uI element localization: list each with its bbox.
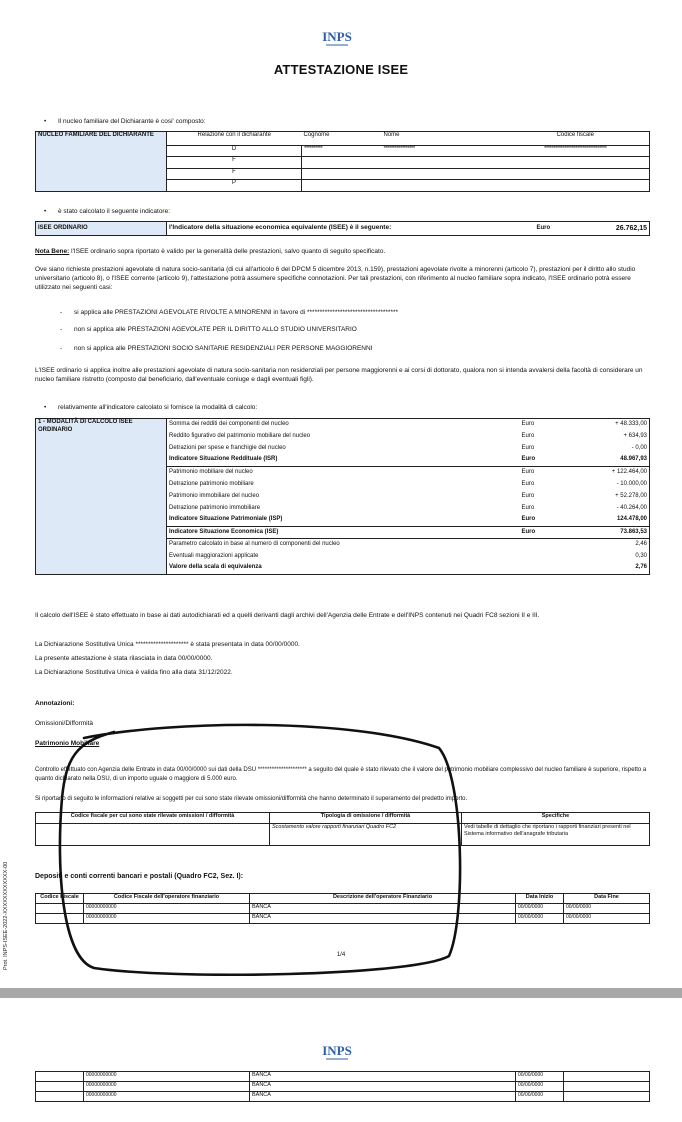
- logo-text: INPS: [322, 29, 352, 44]
- table-row: [36, 1082, 650, 1092]
- depositi-inizio: 00/00/0000: [516, 1072, 564, 1082]
- nota-bene: [35, 248, 650, 257]
- paragraph-ordinario: L'ISEE ordinario si applica inoltre alle prestazioni agevolate di natura socio-sanitaria non residenziali per persone maggiorenni e ai corsi di dottorato, qualora non si intenda avvalersi della facoltà di considerare un nucleo familiare ristretto (composto dal beneficiario, dall'eventuale coniuge e dagli eventuali figli).: [35, 367, 643, 383]
- indicatore-currency: Euro: [535, 222, 590, 236]
- nota-bene-label: Nota Bene:: [35, 248, 70, 255]
- calc-desc: Patrimonio immobiliare del nucleo: [167, 491, 520, 503]
- final-line-1: Il calcolo dell'ISEE è stato effettuato in base ai dati autodichiarati ed a quelli derivanti dagli archivi dell'Agenzia delle Entrate e dell'INPS contenuti nei Quadri FC8 sezioni II e III.: [35, 612, 540, 619]
- calc-currency: [520, 551, 580, 563]
- calcolo-intro: • relativamente all'indicatore calcolato si fornisce la modalità di calcolo:: [58, 404, 257, 412]
- depositi-desc: BANCA: [250, 904, 516, 914]
- final-line-3: La presente attestazione è stata rilasciata in data 00/00/0000.: [35, 655, 213, 662]
- calc-value: + 52.278,00: [580, 491, 650, 503]
- depositi-fine: 00/00/0000: [564, 914, 650, 924]
- depositi-fine: [564, 1072, 650, 1082]
- inps-logo-page2: [322, 1036, 352, 1062]
- indicatore-label: ISEE ORDINARIO: [36, 222, 167, 236]
- depositi-desc: BANCA: [250, 914, 516, 924]
- calc-currency: Euro: [520, 419, 580, 431]
- annotazioni-text1: Controllo effettuato con Agenzia delle Entrate in data 00/00/0000 sui dati della DSU ********************* a seguito del quale è stato rilevato che il valore del patrimonio mobiliare complessivo del nucleo familiare è superiore, rispetto a quanto dichiarato nella DSU, di un importo uguale o maggiore di 5.000 euro.: [35, 767, 647, 783]
- omissioni-header-cf: Codice fiscale per cui sono state rilevate omissioni / difformità: [36, 813, 270, 824]
- nucleo-rel: P: [167, 180, 302, 192]
- nucleo-header-nome: Nome: [382, 132, 502, 146]
- page-title: ATTESTAZIONE ISEE: [273, 62, 409, 77]
- final-line-2: La Dichiarazione Sostitutiva Unica ********************* è stata presentata in data 00/00/0000.: [35, 641, 300, 648]
- calc-desc: Indicatore Situazione Economica (ISE): [167, 527, 520, 539]
- calc-value: 0,30: [580, 551, 650, 563]
- calcolo-table: [35, 418, 650, 575]
- calc-currency: Euro: [520, 527, 580, 539]
- calc-value: + 48.333,00: [580, 419, 650, 431]
- omissioni-tipo: Scostamento valore rapporti finanziari Quadro FC2: [270, 824, 462, 846]
- inps-logo: [322, 22, 352, 48]
- depositi-desc: BANCA: [250, 1082, 516, 1092]
- depositi-header-desc: Descrizione dell'operatore Finanziario: [250, 894, 516, 904]
- calc-value: - 0,00: [580, 443, 650, 455]
- depositi-fine: [564, 1082, 650, 1092]
- depositi-title: Depositi e conti correnti bancari e postali (Quadro FC2, Sez. I):: [35, 873, 244, 880]
- calc-desc: Reddito figurativo del patrimonio mobiliare del nucleo: [167, 431, 520, 443]
- calc-desc: Indicatore Situazione Reddituale (ISR): [167, 455, 520, 467]
- calc-currency: Euro: [521, 432, 535, 439]
- depositi-cf: [36, 1082, 84, 1092]
- nota-bene-text: l'ISEE ordinario sopra riportato è valido per la generalità delle prestazioni, salvo quanto di seguito specificato.: [69, 248, 386, 255]
- hand-drawn-circle: [54, 718, 466, 976]
- depositi-header-inizio: Data Inizio: [516, 894, 564, 904]
- depositi-cf-op: 00000000000: [84, 1072, 250, 1082]
- nucleo-header-cf: Codice fiscale: [502, 132, 650, 146]
- calc-currency: Euro: [521, 516, 536, 523]
- calcolo-label: 1 - MODALITÀ DI CALCOLO ISEE ORDINARIO: [36, 419, 167, 575]
- nucleo-intro: • Il nucleo familiare del Dichiarante è cosi' composto:: [58, 118, 206, 126]
- calc-value: 48.967,93: [580, 455, 650, 467]
- depositi-inizio: 00/00/0000: [516, 904, 564, 914]
- page-number: 1/4: [336, 952, 346, 958]
- logo-text: INPS: [322, 1043, 352, 1058]
- calc-desc: Detrazione patrimonio immobiliare: [167, 503, 520, 515]
- depositi-cf-op: 00000000000: [84, 1082, 250, 1092]
- nucleo-table: [35, 131, 650, 192]
- table-row: [36, 914, 650, 924]
- calc-desc: Valore della scala di equivalenza: [167, 563, 520, 575]
- calc-value: 2,46: [580, 539, 650, 551]
- nucleo-rel: F: [167, 157, 302, 169]
- omissioni-table: [35, 812, 650, 846]
- calc-currency: [520, 539, 580, 551]
- page-separator: [0, 988, 682, 998]
- calc-currency: Euro: [521, 492, 535, 499]
- nucleo-nome: *****************: [382, 145, 502, 157]
- case-2: - non si applica alle PRESTAZIONI AGEVOLATE PER IL DIRITTO ALLO STUDIO UNIVERSITARIO: [60, 326, 357, 333]
- calc-value: 73.863,53: [580, 527, 650, 539]
- calc-value: 124.478,00: [580, 515, 650, 527]
- depositi-cf: [36, 1092, 84, 1102]
- indicatore-intro: • è stato calcolato il seguente indicatore:: [58, 208, 170, 216]
- indicatore-value: 26.762,15: [590, 222, 650, 236]
- depositi-cf-op: 00000000000: [84, 904, 250, 914]
- depositi-table-page2: [35, 1071, 650, 1102]
- case-1: - si applica alle PRESTAZIONI AGEVOLATE RIVOLTE A MINORENNI in favore di ************************************: [60, 309, 399, 316]
- depositi-header-cf-op: Codice Fiscale dell'operatore finanziario: [84, 894, 250, 904]
- nucleo-rel: F: [167, 168, 302, 180]
- depositi-cf: [36, 904, 84, 914]
- calc-desc: Patrimonio mobiliare del nucleo: [167, 467, 520, 479]
- paragraph-prestazioni: Ove siano richieste prestazioni agevolate di natura socio-sanitaria (di cui all'articolo 6 del DPCM 5 dicembre 2013, n.159), prestazioni agevolate rivolte a minorenni (articolo 7), prestazioni per il diritto allo studio universitario (articolo 8), o l'ISEE corrente (articolo 9), l'attestazione potrà assumere specifiche connotazioni. Per tali prestazioni, con riferimento al nucleo familiare sopra indicato, l'ISEE ordinario potrà essere utilizzato nei seguenti casi:: [35, 266, 636, 291]
- indicatore-table: [35, 221, 650, 236]
- depositi-table: [35, 893, 650, 924]
- case-3: - non si applica alle PRESTAZIONI SOCIO SANITARIE RESIDENZIALI PER PERSONE MAGGIORENNI: [60, 345, 373, 352]
- depositi-cf: [36, 914, 84, 924]
- depositi-inizio: 00/00/0000: [516, 1092, 564, 1102]
- table-row: [36, 904, 650, 914]
- calc-value: - 40.264,00: [580, 503, 650, 515]
- case-2-text: non si applica alle PRESTAZIONI AGEVOLATE PER IL DIRITTO ALLO STUDIO UNIVERSITARIO: [74, 326, 357, 333]
- calc-currency: [520, 563, 580, 575]
- depositi-inizio: 00/00/0000: [516, 914, 564, 924]
- calc-value: 2,76: [580, 563, 650, 575]
- calc-desc: Parametro calcolato in base al numero di componenti del nucleo: [167, 539, 520, 551]
- calc-desc: Somma dei redditi dei componenti del nucleo: [167, 419, 520, 431]
- calc-desc: Detrazioni per spese e franchigie del nucleo: [167, 443, 520, 455]
- calc-currency: Euro: [521, 504, 535, 511]
- depositi-cf-op: 00000000000: [84, 914, 250, 924]
- case-1-text: si applica alle PRESTAZIONI AGEVOLATE RIVOLTE A MINORENNI in favore di ************************************: [74, 309, 399, 316]
- calc-currency: Euro: [521, 444, 535, 451]
- omissioni-header-tipo: Tipologia di omissione / difformità: [270, 813, 462, 824]
- annotazioni-text2: Si riportano di seguito le informazioni relative ai soggetti per cui sono state rilevate omissioni/difformità che hanno determinato il superamento del predetto importo.: [35, 796, 468, 802]
- table-row: [36, 1092, 650, 1102]
- annotazioni-title: Annotazioni:: [35, 700, 75, 707]
- nucleo-rel: D: [167, 145, 302, 157]
- omissioni-cf: [36, 824, 270, 846]
- table-row: [36, 1072, 650, 1082]
- depositi-cf: [36, 1072, 84, 1082]
- nucleo-header-rel: Relazione con il dichiarante: [167, 132, 302, 146]
- depositi-inizio: 00/00/0000: [516, 1082, 564, 1092]
- calc-desc: Detrazione patrimonio mobiliare: [167, 479, 520, 491]
- nucleo-label: NUCLEO FAMILIARE DEL DICHIARANTE: [36, 132, 167, 192]
- calc-desc: Eventuali maggiorazioni applicate: [167, 551, 520, 563]
- indicatore-desc: l'Indicatore della situazione economica equivalente (ISEE) è il seguente:: [167, 222, 535, 236]
- depositi-fine: [564, 1092, 650, 1102]
- calc-desc: Indicatore Situazione Patrimoniale (ISP): [167, 515, 520, 527]
- nucleo-cf: **********************************: [502, 145, 650, 157]
- depositi-header-fine: Data Fine: [564, 894, 650, 904]
- final-line-4: La Dichiarazione Sostitutiva Unica è valida fino alla data 31/12/2022.: [35, 669, 233, 676]
- omissioni-header-spec: Specifiche: [462, 813, 650, 824]
- nucleo-header-cognome: Cognome: [302, 132, 382, 146]
- depositi-fine: 00/00/0000: [564, 904, 650, 914]
- calc-row: [36, 419, 650, 431]
- annotazioni-sub: Omissioni/Difformità: [35, 720, 94, 727]
- depositi-cf-op: 00000000000: [84, 1092, 250, 1102]
- case-3-text: non si applica alle PRESTAZIONI SOCIO SANITARIE RESIDENZIALI PER PERSONE MAGGIORENNI: [74, 345, 373, 352]
- calc-currency: Euro: [521, 480, 535, 487]
- calc-currency: Euro: [520, 467, 580, 479]
- depositi-desc: BANCA: [250, 1092, 516, 1102]
- depositi-header-cf: Codice Fiscale: [36, 894, 84, 904]
- depositi-desc: BANCA: [250, 1072, 516, 1082]
- nucleo-cognome: **********: [302, 145, 382, 157]
- annotazioni-section: Patrimonio Mobiliare: [35, 740, 100, 747]
- calc-value: + 122.464,00: [580, 467, 650, 479]
- calc-value: + 634,93: [580, 431, 650, 443]
- calc-value: - 10.000,00: [580, 479, 650, 491]
- calc-currency: Euro: [521, 456, 536, 463]
- protocol-side-text: Prot. INPS-ISEE-2022-XXXXXXXXXXXX-00: [3, 861, 9, 970]
- omissioni-spec: Vedi tabelle di dettaglio che riportano i rapporti finanziari presenti nel Sistema informativo dell'anagrafe tributaria: [462, 824, 650, 846]
- table-row: [36, 824, 650, 846]
